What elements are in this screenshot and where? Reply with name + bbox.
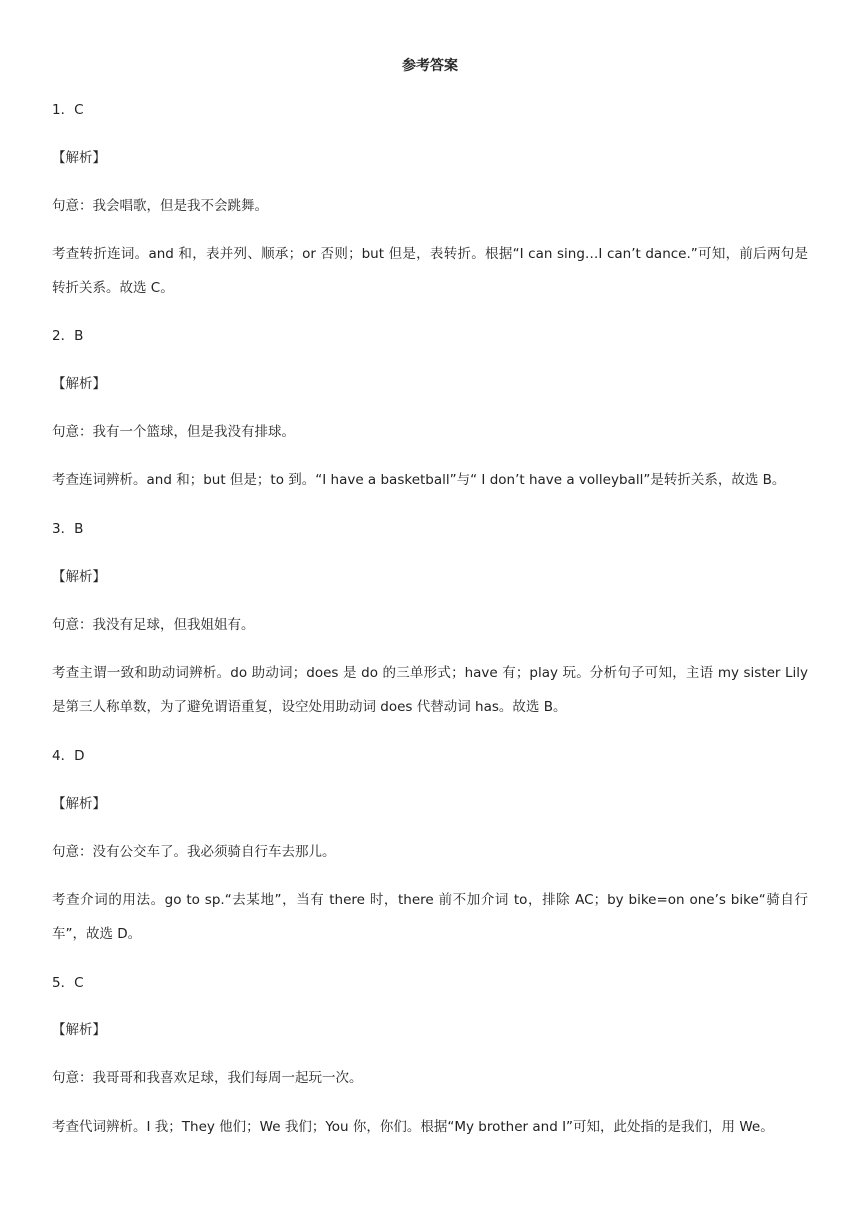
question-number: 3．B bbox=[52, 521, 84, 537]
analysis-tag: 【解析】 bbox=[52, 1022, 106, 1038]
analysis-text: 考查代词辨析。I 我；They 他们；We 我们；You 你，你们。根据“My brother and I”可知，此处指的是我们，用 We。 bbox=[52, 1119, 774, 1135]
analysis-text: 考查转折连词。and 和，表并列、顺承；or 否则；but 但是，表转折。根据“I can sing…I can’t dance.”可知，前后两句是转折关系。故选 C。 bbox=[52, 246, 808, 296]
question-number: 5．C bbox=[52, 975, 84, 991]
question-number: 2．B bbox=[52, 328, 84, 344]
sentence-meaning: 句意：没有公交车了。我必须骑自行车去那儿。 bbox=[52, 844, 336, 860]
sentence-meaning: 句意：我哥哥和我喜欢足球，我们每周一起玩一次。 bbox=[52, 1070, 363, 1086]
analysis-text: 考查主谓一致和助动词辨析。do 助动词；does 是 do 的三单形式；have 有；play 玩。分析句子可知，主语 my sister Lily 是第三人称单数，为了避免谓语重复，设空处用助动词 does 代替动词 has。故选 B。 bbox=[52, 665, 808, 715]
page-title: 参考答案 bbox=[402, 58, 458, 74]
analysis-tag: 【解析】 bbox=[52, 569, 106, 585]
analysis-tag: 【解析】 bbox=[52, 376, 106, 392]
analysis-tag: 【解析】 bbox=[52, 150, 106, 166]
sentence-meaning: 句意：我有一个篮球，但是我没有排球。 bbox=[52, 424, 295, 440]
analysis-text: 考查介词的用法。go to sp.“去某地”，当有 there 时，there 前不加介词 to，排除 AC；by bike=on one’s bike“骑自行车”，故选 D。 bbox=[52, 892, 808, 942]
sentence-meaning: 句意：我没有足球，但我姐姐有。 bbox=[52, 617, 255, 633]
sentence-meaning: 句意：我会唱歌，但是我不会跳舞。 bbox=[52, 198, 268, 214]
analysis-tag: 【解析】 bbox=[52, 796, 106, 812]
question-number: 4．D bbox=[52, 748, 85, 764]
analysis-text: 考查连词辨析。and 和；but 但是；to 到。“I have a basketball”与“ I don’t have a volleyball”是转折关系，故选 B。 bbox=[52, 472, 786, 488]
question-number: 1．C bbox=[52, 102, 84, 118]
